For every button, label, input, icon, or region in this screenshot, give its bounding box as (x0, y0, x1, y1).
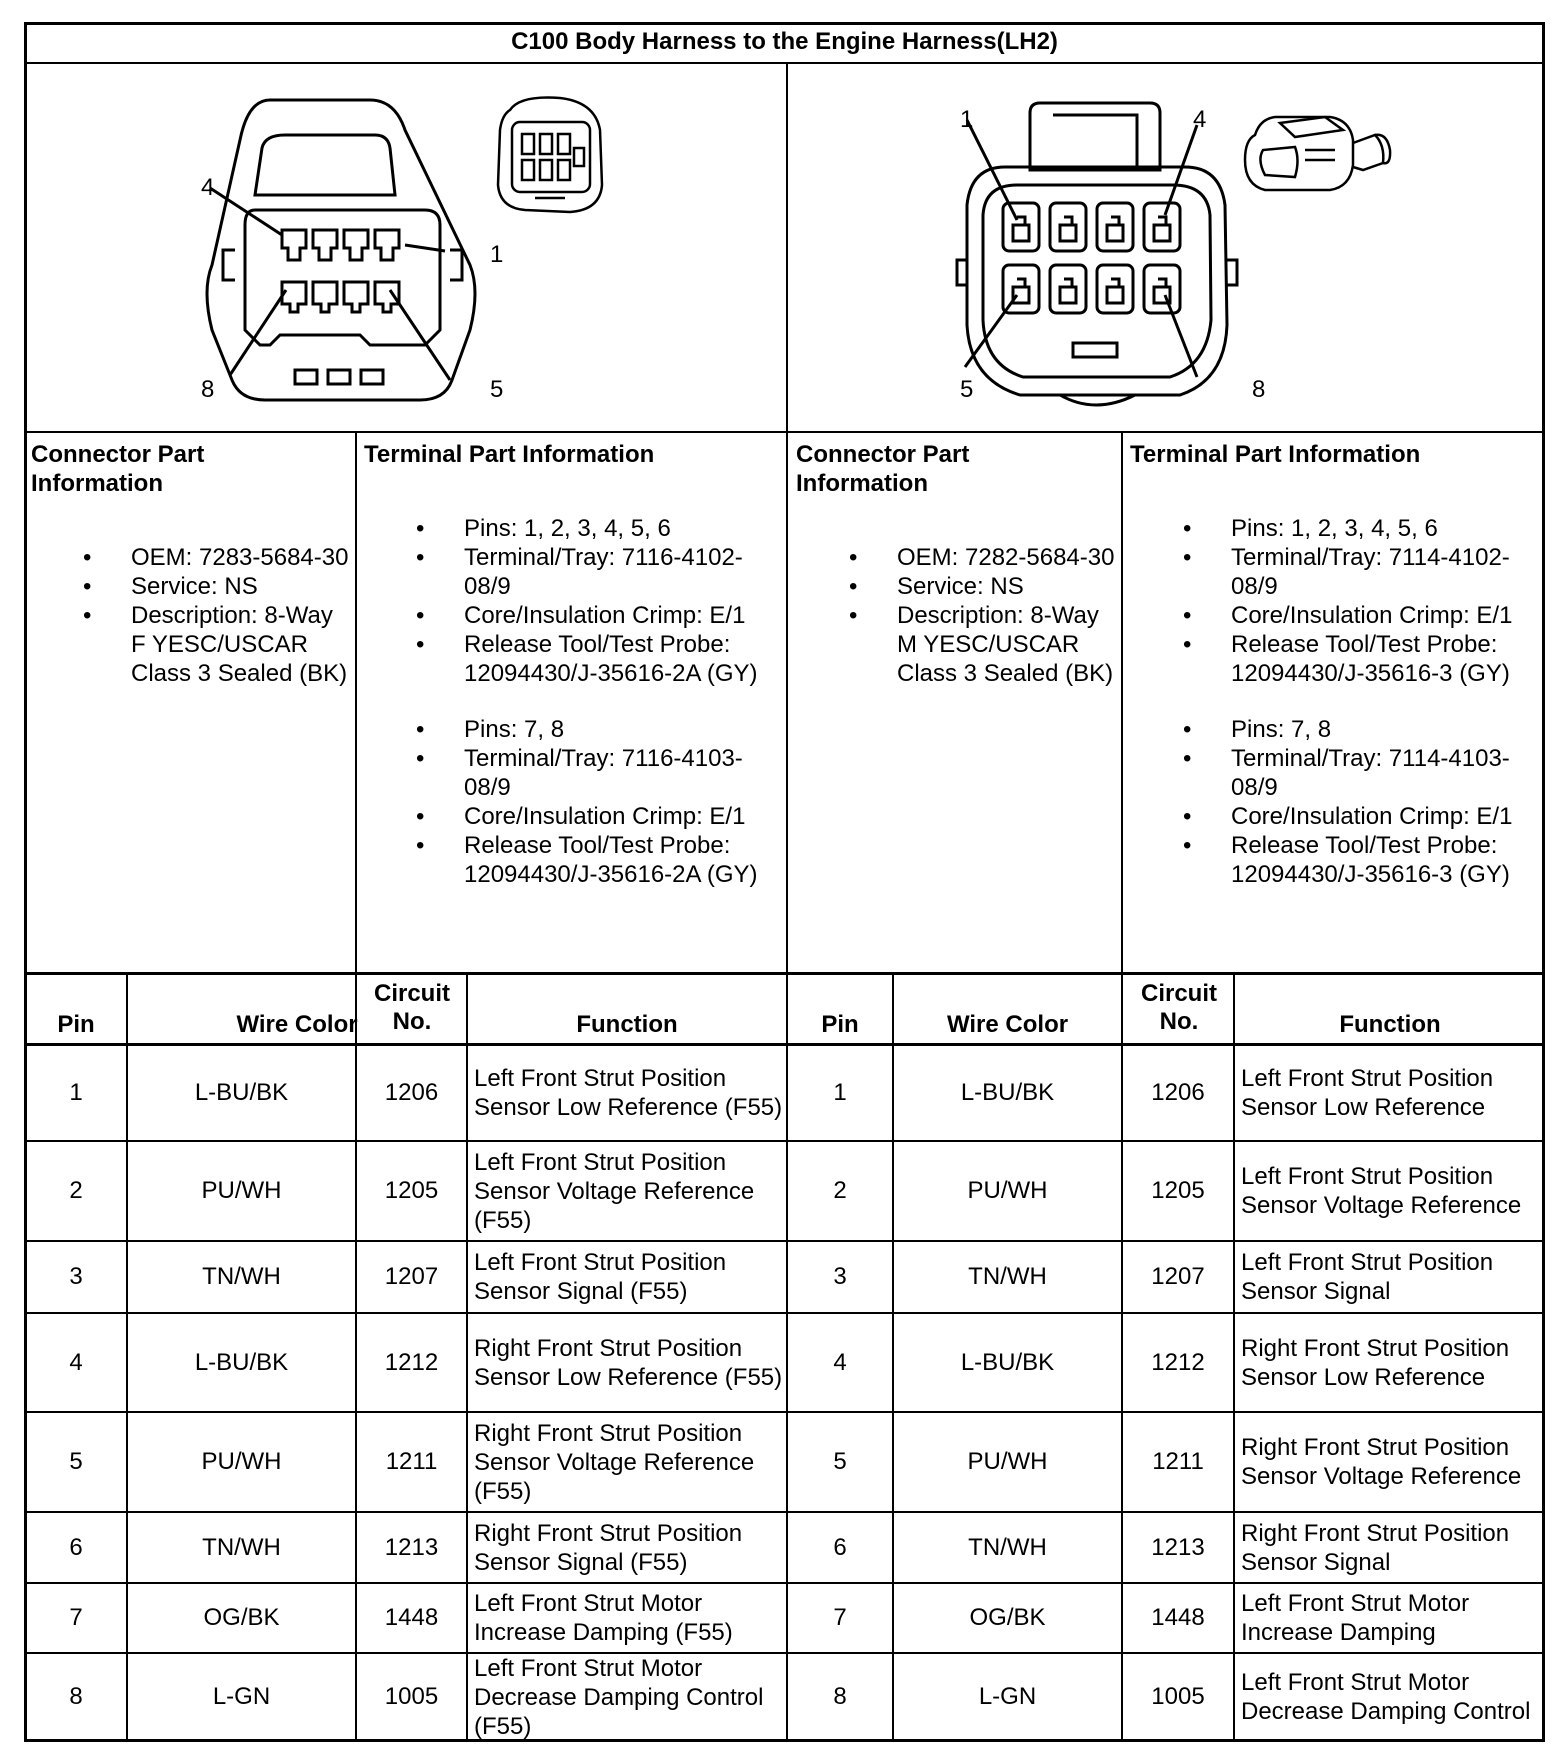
circuit-cell: 1206 (384, 1079, 439, 1106)
page-title: C100 Body Harness to the Engine Harness(LH2) (511, 28, 1058, 55)
wire-color-cell: PU/WH (201, 1177, 282, 1204)
function-cell: Right Front Strut Position Sensor Signal (1241, 1519, 1510, 1576)
divider (24, 431, 1545, 433)
circuit-cell: 1205 (384, 1177, 439, 1204)
header-wire-color: Wire Color (946, 1011, 1069, 1038)
connector-part-heading: Connector Part Information (31, 441, 205, 497)
connector-part-heading: Connector Part Information (796, 441, 970, 497)
pin-cell: 3 (833, 1263, 847, 1290)
wire-color-cell: TN/WH (202, 1533, 281, 1561)
header-pin: Pin (821, 1011, 859, 1038)
list-item: • Core/Insulation Crimp: E/1 (1183, 803, 1513, 830)
wire-color-cell: L-BU/BK (960, 1348, 1055, 1376)
wire-color-cell: OG/BK (203, 1604, 280, 1631)
wire-color-cell: PU/WH (967, 1177, 1048, 1204)
pin-label-8: 8 (1252, 376, 1266, 403)
circuit-cell: 1211 (1152, 1448, 1204, 1475)
connector-part-list (849, 543, 1119, 688)
function-cell: Right Front Strut Position Sensor Voltage Reference (F55) (474, 1419, 755, 1505)
connector-part-list (83, 543, 353, 688)
terminal-part-heading: Terminal Part Information (364, 441, 655, 468)
function-cell: Left Front Strut Position Sensor Voltage Reference (1241, 1163, 1522, 1219)
circuit-cell: 1212 (1151, 1348, 1205, 1376)
pin-cell: 2 (69, 1177, 83, 1204)
function-cell: Left Front Strut Motor Decrease Damping Control (1241, 1669, 1531, 1725)
circuit-cell: 1005 (1151, 1683, 1205, 1710)
function-cell: Left Front Strut Motor Increase Damping (1241, 1590, 1470, 1646)
pin-label-8: 8 (201, 376, 215, 403)
list-item: • Service: NS (83, 573, 258, 600)
list-item: • Service: NS (849, 573, 1024, 600)
terminal-part-list (1183, 514, 1539, 889)
list-item: • Pins: 1, 2, 3, 4, 5, 6 (416, 515, 671, 542)
pin-cell: 7 (833, 1604, 847, 1631)
list-item: • OEM: 7283-5684-30 (83, 544, 349, 571)
pin-label-4: 4 (1193, 106, 1207, 133)
header-circuit-no: Circuit No. (1140, 980, 1217, 1035)
wire-color-cell: L-BU/BK (194, 1348, 289, 1376)
wire-color-cell: L-GN (212, 1683, 271, 1710)
pin-cell: 3 (69, 1263, 83, 1290)
wire-color-cell: TN/WH (202, 1263, 281, 1290)
function-cell: Left Front Strut Position Sensor Voltage Reference (F55) (474, 1148, 755, 1234)
circuit-cell: 1205 (1151, 1177, 1205, 1204)
list-item: • Pins: 1, 2, 3, 4, 5, 6 (1183, 515, 1438, 542)
pin-cell: 5 (69, 1448, 83, 1475)
pin-cell: 5 (833, 1448, 847, 1475)
function-cell: Left Front Strut Position Sensor Low Reference (F55) (474, 1065, 783, 1121)
pin-cell: 4 (69, 1348, 83, 1376)
divider (24, 62, 1545, 64)
female-connector-perspective-icon (490, 90, 610, 220)
divider (24, 972, 1545, 975)
header-function: Function (1339, 1011, 1441, 1038)
list-item: • Terminal/Tray: 7116-4103-08/9 (416, 745, 743, 801)
pin-label-1: 1 (960, 106, 974, 133)
wire-color-cell: L-BU/BK (960, 1079, 1055, 1106)
list-item: • OEM: 7282-5684-30 (849, 544, 1115, 571)
list-item: • Description: 8-Way M YESC/USCAR Class 3 Sealed (BK) (849, 602, 1114, 687)
list-item: • Description: 8-Way F YESC/USCAR Class 3 Sealed (BK) (83, 602, 348, 687)
list-item: • Release Tool/Test Probe: 12094430/J-35616-3 (GY) (1183, 832, 1510, 888)
terminal-part-heading: Terminal Part Information (1130, 441, 1421, 468)
function-cell: Left Front Strut Motor Increase Damping (F55) (474, 1590, 733, 1646)
list-item: • Core/Insulation Crimp: E/1 (1183, 602, 1513, 629)
pin-cell: 6 (833, 1533, 847, 1561)
circuit-cell: 1211 (385, 1448, 438, 1475)
list-item: • Release Tool/Test Probe: 12094430/J-35616-2A (GY) (416, 832, 758, 888)
list-item: • Pins: 7, 8 (416, 716, 565, 743)
header-circuit-no: Circuit No. (373, 980, 450, 1035)
wire-color-cell: L-BU/BK (194, 1079, 289, 1106)
pin-cell: 1 (833, 1079, 847, 1106)
pin-cell: 4 (833, 1348, 847, 1376)
male-connector-perspective-icon (1235, 105, 1395, 200)
wire-color-cell: PU/WH (967, 1448, 1048, 1475)
pin-label-5: 5 (490, 376, 504, 403)
pin-cell: 8 (69, 1683, 83, 1710)
circuit-cell: 1207 (1151, 1263, 1205, 1290)
list-item: • Core/Insulation Crimp: E/1 (416, 602, 746, 629)
pin-cell: 6 (69, 1533, 83, 1561)
wire-color-cell: PU/WH (201, 1448, 282, 1475)
function-cell: Left Front Strut Position Sensor Signal (F55) (474, 1249, 727, 1305)
function-cell: Left Front Strut Position Sensor Signal (1241, 1249, 1494, 1305)
wire-color-cell: OG/BK (969, 1604, 1046, 1631)
list-item: • Release Tool/Test Probe: 12094430/J-35616-3 (GY) (1183, 631, 1510, 687)
wire-color-cell: TN/WH (968, 1263, 1047, 1290)
circuit-cell: 1448 (384, 1604, 439, 1631)
male-connector-diagram (945, 95, 1265, 425)
list-item: • Terminal/Tray: 7114-4102-08/9 (1183, 544, 1510, 600)
function-cell: Right Front Strut Position Sensor Low Reference (F55) (474, 1334, 783, 1391)
pin-label-4: 4 (201, 174, 215, 201)
pin-cell: 2 (833, 1177, 847, 1204)
function-cell: Left Front Strut Motor Decrease Damping Control (F55) (474, 1654, 764, 1740)
pin-cell: 1 (69, 1079, 83, 1106)
circuit-cell: 1212 (384, 1348, 439, 1376)
header-pin: Pin (57, 1011, 95, 1038)
list-item: • Terminal/Tray: 7114-4103-08/9 (1183, 745, 1510, 801)
pin-cell: 7 (69, 1604, 83, 1631)
function-cell: Right Front Strut Position Sensor Low Reference (1241, 1334, 1510, 1391)
circuit-cell: 1207 (384, 1263, 439, 1290)
function-cell: Right Front Strut Position Sensor Signal (F55) (474, 1519, 743, 1576)
list-item: • Terminal/Tray: 7116-4102-08/9 (416, 544, 743, 600)
terminal-part-list (416, 514, 782, 889)
pin-cell: 8 (833, 1683, 847, 1710)
header-wire-color: Wire Color (236, 1011, 358, 1038)
circuit-cell: 1206 (1151, 1079, 1205, 1106)
list-item: • Release Tool/Test Probe: 12094430/J-35616-2A (GY) (416, 631, 758, 687)
function-cell: Left Front Strut Position Sensor Low Reference (1241, 1065, 1494, 1121)
pin-label-5: 5 (960, 376, 974, 403)
female-connector-diagram (200, 90, 520, 410)
pin-label-1: 1 (490, 241, 504, 268)
header-function: Function (576, 1011, 678, 1038)
wire-color-cell: TN/WH (968, 1533, 1047, 1561)
circuit-cell: 1213 (1151, 1533, 1205, 1561)
circuit-cell: 1448 (1151, 1604, 1205, 1631)
wire-color-cell: L-GN (978, 1683, 1037, 1710)
list-item: • Core/Insulation Crimp: E/1 (416, 803, 746, 830)
list-item: • Pins: 7, 8 (1183, 716, 1332, 743)
function-cell: Right Front Strut Position Sensor Voltage Reference (1241, 1434, 1522, 1490)
circuit-cell: 1213 (384, 1533, 439, 1561)
circuit-cell: 1005 (384, 1683, 439, 1710)
